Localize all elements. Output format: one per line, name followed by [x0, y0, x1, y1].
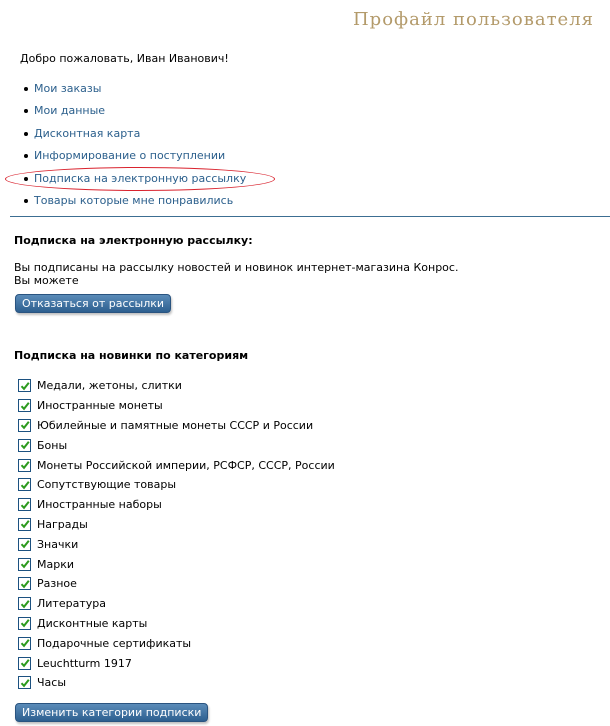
category-label: Боны — [37, 438, 68, 452]
checkmark-icon — [20, 420, 30, 430]
category-label: Марки — [37, 557, 75, 571]
checkbox[interactable] — [18, 617, 31, 630]
category-label: Юбилейные и памятные монеты СССР и России — [37, 418, 314, 432]
category-label: Медали, жетоны, слитки — [37, 379, 182, 393]
checkmark-icon — [20, 618, 30, 628]
checkbox[interactable] — [18, 399, 31, 412]
page-title: Профайл пользователя — [352, 9, 594, 30]
category-label: Иностранные наборы — [37, 498, 162, 512]
checkbox[interactable] — [18, 657, 31, 670]
checkbox[interactable] — [18, 478, 31, 491]
checkbox[interactable] — [18, 518, 31, 531]
category-item — [18, 614, 335, 634]
category-item — [18, 653, 335, 673]
category-list — [18, 376, 335, 693]
nav-link-notifications[interactable]: Информирование о поступлении — [34, 149, 226, 163]
category-item — [18, 673, 335, 693]
category-item — [18, 594, 335, 614]
nav-link-orders[interactable]: Мои заказы — [34, 82, 102, 95]
checkmark-icon — [20, 440, 30, 450]
category-item — [18, 495, 335, 515]
nav-link-my-data[interactable]: Мои данные — [34, 104, 106, 118]
nav-link-favorites[interactable]: Товары которые мне понравились — [34, 193, 234, 207]
categories-heading: Подписка на новинки по категориям — [14, 349, 249, 362]
category-item — [18, 376, 335, 396]
nav-link-newsletter[interactable]: Подписка на электронную рассылку — [34, 171, 247, 185]
category-item — [18, 455, 335, 475]
checkbox[interactable] — [18, 419, 31, 432]
newsletter-status — [14, 261, 458, 287]
nav-item-my-data — [22, 100, 246, 122]
category-item — [18, 515, 335, 535]
checkbox[interactable] — [18, 597, 31, 610]
checkbox[interactable] — [18, 439, 31, 452]
checkmark-icon — [20, 460, 30, 470]
nav-item-notifications — [22, 145, 246, 167]
checkmark-icon — [20, 658, 30, 668]
checkmark-icon — [20, 678, 30, 688]
nav-item-orders — [22, 78, 246, 100]
checkmark-icon — [20, 579, 30, 589]
checkmark-icon — [20, 599, 30, 609]
category-label: Литература — [37, 597, 106, 611]
nav-link-discount-card[interactable]: Дисконтная карта — [34, 126, 141, 140]
category-label: Дисконтные карты — [37, 616, 148, 630]
checkbox[interactable] — [18, 577, 31, 590]
category-item — [18, 416, 335, 436]
change-categories-button[interactable]: Изменить категории подписки — [15, 703, 208, 722]
checkbox[interactable] — [18, 676, 31, 689]
checkbox[interactable] — [18, 538, 31, 551]
profile-nav — [22, 78, 246, 212]
checkmark-icon — [20, 539, 30, 549]
category-label: Сопутствующие товары — [37, 478, 177, 492]
category-label: Иностранные монеты — [37, 399, 163, 413]
category-item — [18, 534, 335, 554]
category-label: Часы — [37, 676, 67, 690]
checkbox[interactable] — [18, 558, 31, 571]
checkmark-icon — [20, 480, 30, 490]
category-item — [18, 396, 335, 416]
checkmark-icon — [20, 381, 30, 391]
divider — [10, 216, 610, 217]
checkmark-icon — [20, 401, 30, 411]
newsletter-status-line2: Вы можете — [14, 274, 79, 287]
nav-item-discount-card — [22, 123, 246, 145]
nav-item-newsletter — [22, 168, 246, 190]
newsletter-status-line1: Вы подписаны на рассылку новостей и новинок интернет-магазина Конрос. — [14, 261, 459, 274]
newsletter-heading: Подписка на электронную рассылку: — [14, 234, 253, 247]
category-item — [18, 574, 335, 594]
welcome-message: Добро пожаловать, Иван Иванович! — [20, 52, 229, 65]
checkbox[interactable] — [18, 459, 31, 472]
checkmark-icon — [20, 500, 30, 510]
category-item — [18, 554, 335, 574]
category-label: Подарочные сертификаты — [37, 636, 192, 650]
category-label: Значки — [37, 537, 79, 551]
category-label: Награды — [37, 517, 88, 531]
category-item — [18, 435, 335, 455]
checkbox[interactable] — [18, 637, 31, 650]
category-label: Leuchtturm 1917 — [37, 656, 132, 670]
category-label: Монеты Российской империи, РСФСР, СССР, России — [37, 458, 335, 472]
checkmark-icon — [20, 559, 30, 569]
nav-item-favorites — [22, 190, 246, 212]
checkbox[interactable] — [18, 498, 31, 511]
category-item — [18, 475, 335, 495]
unsubscribe-button[interactable]: Отказаться от рассылки — [15, 294, 171, 313]
checkbox[interactable] — [18, 379, 31, 392]
checkmark-icon — [20, 638, 30, 648]
category-item — [18, 633, 335, 653]
category-label: Разное — [37, 577, 77, 591]
checkmark-icon — [20, 519, 30, 529]
